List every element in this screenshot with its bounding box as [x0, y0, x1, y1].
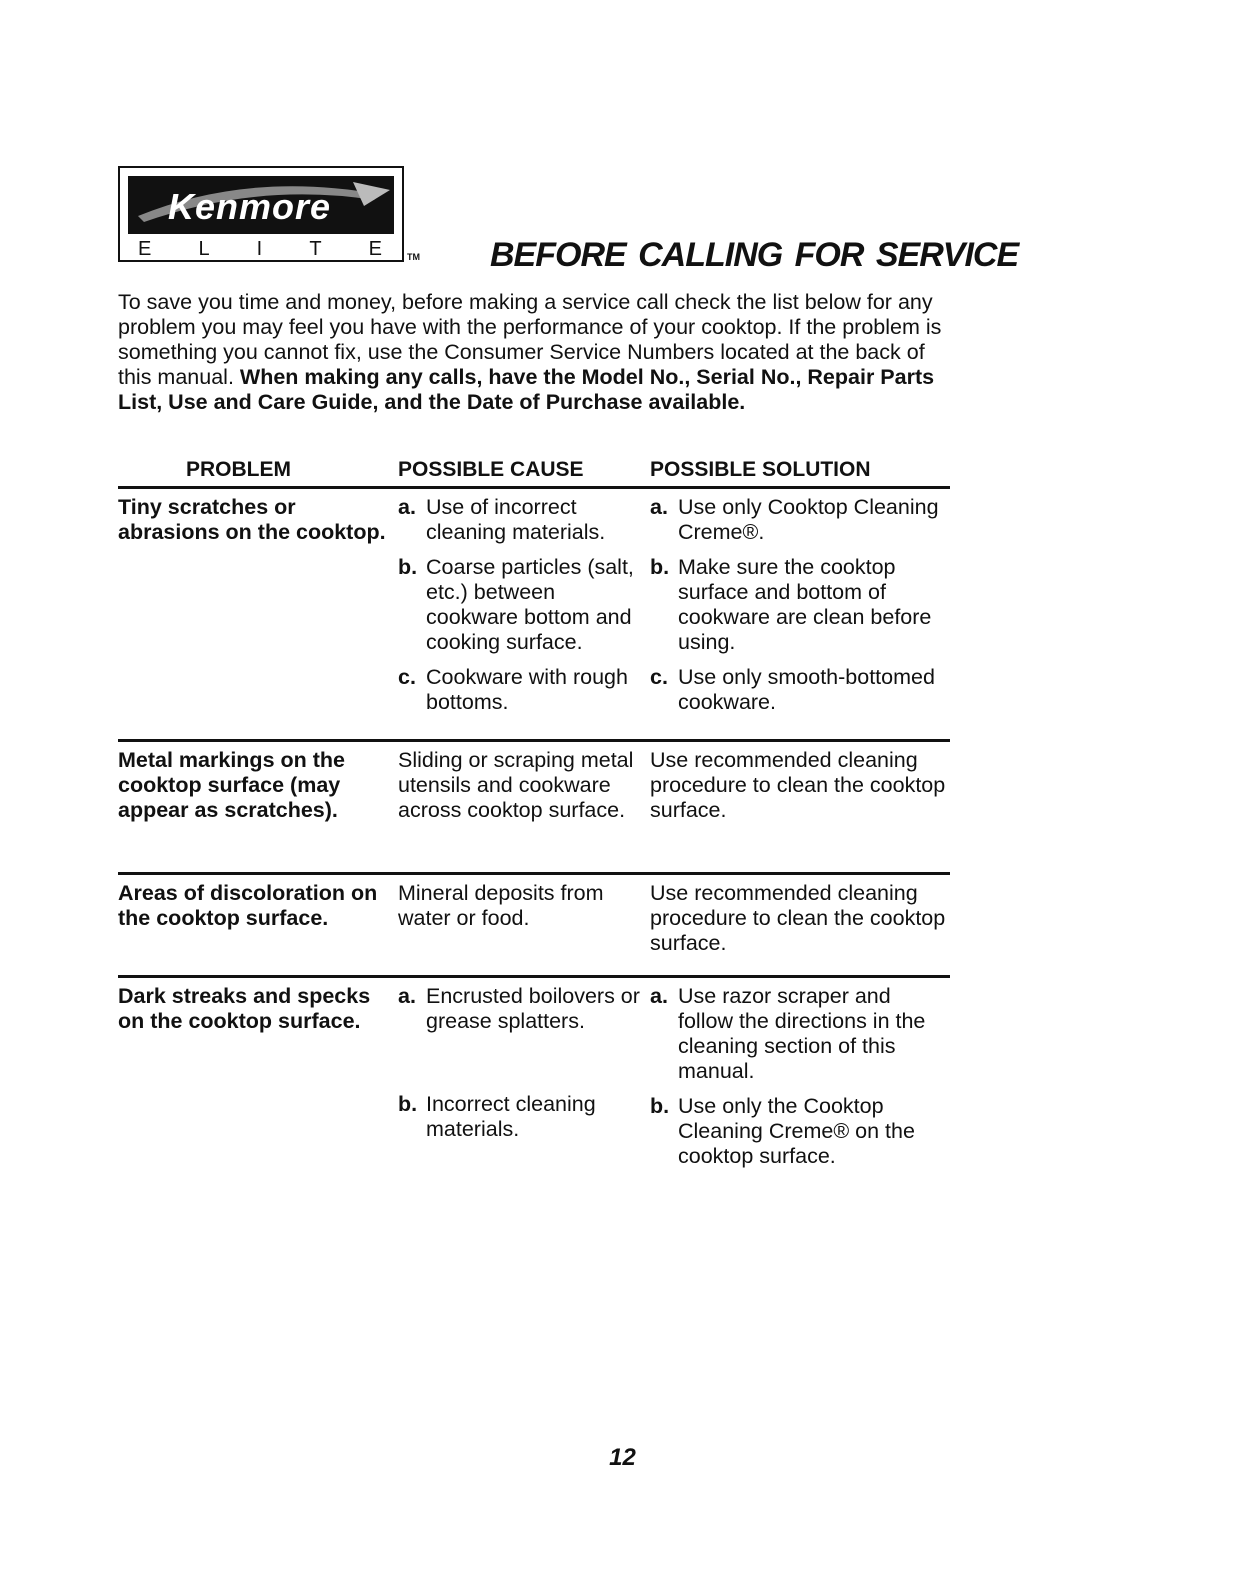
cause-item: [398, 495, 648, 545]
solution-item: [650, 984, 950, 1084]
item-text: Incorrect cleaning materials.: [426, 1092, 596, 1141]
problem-cell: Dark streaks and specks on the cooktop surface.: [118, 984, 371, 1033]
item-text: Encrusted boilovers or grease splatters.: [426, 984, 640, 1033]
item-text: Cookware with rough bottoms.: [426, 665, 628, 714]
intro-bold-text: When making any calls, have the Model No., Serial No., Repair Parts List, Use and Care Guide, and the Date of Purchase available.: [118, 365, 935, 414]
cause-cell: [398, 495, 648, 725]
logo-letter: L: [198, 238, 212, 260]
header-solution: POSSIBLE SOLUTION: [650, 458, 871, 481]
header-problem: PROBLEM: [186, 458, 291, 481]
page-title: BEFORE CALLING FOR SERVICE: [490, 236, 1019, 274]
logo-letter: I: [256, 238, 265, 260]
solution-item: [650, 665, 950, 715]
cause-item: [398, 555, 648, 655]
header-cause: POSSIBLE CAUSE: [398, 458, 584, 481]
page-number: 12: [609, 1444, 636, 1471]
solution-item: [650, 495, 950, 545]
logo-sub-letters: [128, 238, 394, 261]
item-letter: a.: [650, 984, 668, 1008]
item-letter: c.: [650, 665, 668, 689]
cause-cell: Sliding or scraping metal utensils and cookware across cooktop surface.: [398, 748, 634, 822]
table-header: [118, 458, 950, 489]
problem-cell: Metal markings on the cooktop surface (may appear as scratches).: [118, 748, 345, 822]
cause-item: [398, 665, 648, 715]
item-letter: b.: [398, 555, 418, 579]
logo-letter: E: [368, 238, 384, 260]
table-row: [118, 742, 950, 875]
solution-cell: [650, 495, 950, 725]
item-letter: a.: [398, 984, 416, 1008]
solution-item: [650, 1094, 950, 1169]
problem-cell: Areas of discoloration on the cooktop surface.: [118, 881, 378, 930]
cause-item: [398, 984, 648, 1034]
troubleshooting-table: [118, 458, 950, 1188]
intro-paragraph: [118, 290, 958, 415]
logo-brand: Kenmore: [168, 186, 332, 227]
item-letter: a.: [398, 495, 416, 519]
item-letter: a.: [650, 495, 668, 519]
logo-letter: T: [309, 238, 324, 260]
logo-black-bar: [128, 176, 394, 234]
problem-cell: Tiny scratches or abrasions on the cooktop.: [118, 495, 386, 544]
solution-cell: Use recommended cleaning procedure to clean the cooktop surface.: [650, 748, 946, 822]
solution-cell: [650, 984, 950, 1179]
kenmore-elite-logo: [118, 166, 404, 262]
solution-cell: Use recommended cleaning procedure to clean the cooktop surface.: [650, 881, 946, 955]
item-text: Coarse particles (salt, etc.) between cookware bottom and cooking surface.: [426, 555, 634, 654]
item-text: Make sure the cooktop surface and bottom of cookware are clean before using.: [678, 555, 932, 654]
item-text: Use razor scraper and follow the directions in the cleaning section of this manual.: [678, 984, 926, 1083]
item-text: Use only Cooktop Cleaning Creme®.: [678, 495, 939, 544]
item-text: Use only the Cooktop Cleaning Creme® on the cooktop surface.: [678, 1094, 915, 1168]
table-row: [118, 489, 950, 742]
table-row: [118, 978, 950, 1188]
logo-letter: E: [138, 238, 154, 260]
item-letter: b.: [650, 555, 670, 579]
cause-cell: [398, 984, 648, 1152]
item-text: Use of incorrect cleaning materials.: [426, 495, 606, 544]
item-letter: c.: [398, 665, 416, 689]
trademark-mark: TM: [407, 252, 420, 262]
solution-item: [650, 555, 950, 655]
cause-cell: Mineral deposits from water or food.: [398, 881, 604, 930]
table-row: [118, 875, 950, 978]
item-letter: b.: [650, 1094, 670, 1118]
intro-text: To save you time and money, before making a service call check the list below for any problem you may feel you have with the performance of your cooktop. If the problem is something you cannot fix, use the Consumer Service Numbers located at the back of this manual.: [118, 290, 942, 389]
cause-item: [398, 1092, 648, 1142]
item-text: Use only smooth-bottomed cookware.: [678, 665, 935, 714]
item-letter: b.: [398, 1092, 418, 1116]
